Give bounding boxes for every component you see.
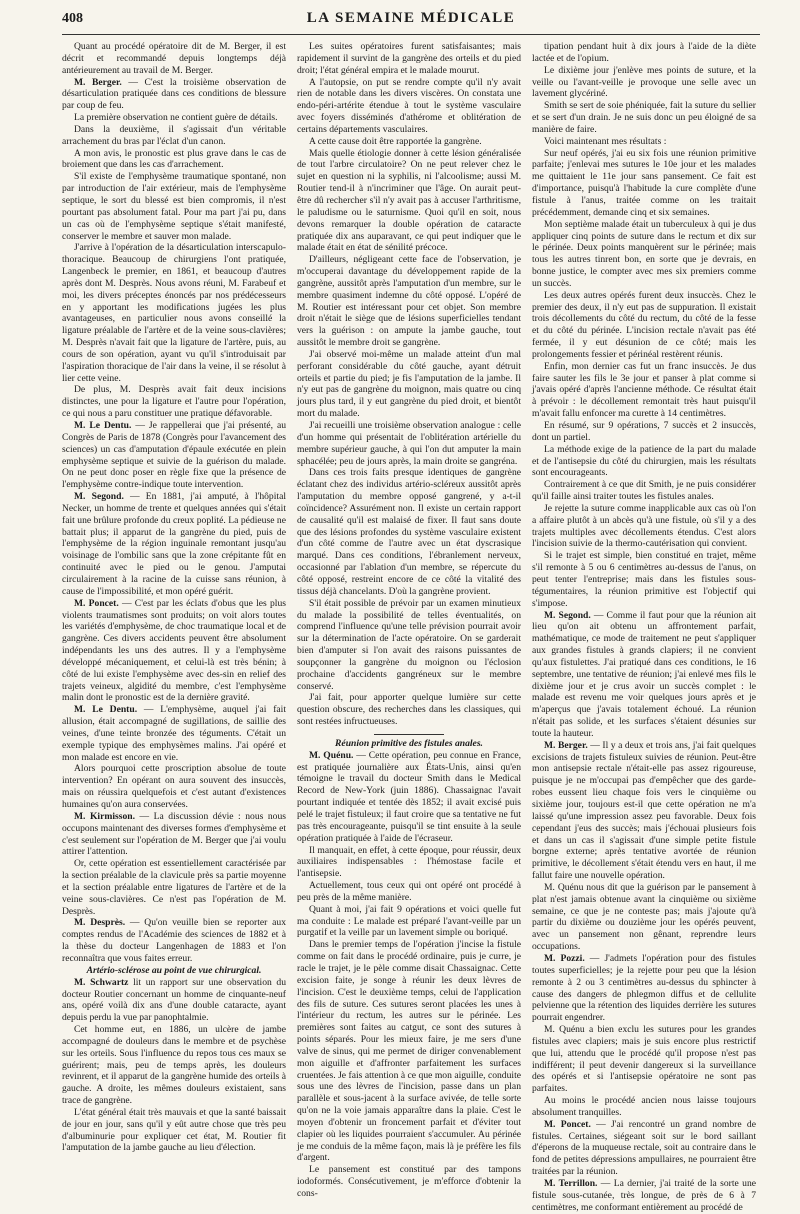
paragraph: En résumé, sur 9 opérations, 7 succès et 2 insuccès, dont un partiel. (532, 420, 756, 443)
paragraph: Actuellement, tous ceux qui ont opéré ont procédé à peu près de la même manière. (297, 880, 521, 903)
paragraph (62, 977, 286, 1024)
paragraph: D'ailleurs, négligeant cette face de l'observation, je m'occuperai davantage du développement rapide de la gangrène, aussitôt après l'amputation d'un membre, sur le membre quasiment indemne du côté opposé. L'opéré de M. Routier est intéressant pour cet objet. Son membre droit n'était le siège que de lésions superficielles tendant vers la guérison : on ampute la jambe gauche, tout aussitôt le membre droit se gangrène. (297, 254, 521, 349)
paragraph (532, 610, 756, 740)
speech-text: — La discussion dévie : nous nous occupons maintenant des diverses formes d'emphysème et c'est seulement sur l'opération de M. Berger que j'ai voulu attirer l'attention. (62, 810, 286, 858)
page-header (62, 10, 760, 35)
speaker-name: M. Schwartz (74, 976, 129, 988)
journal-title: LA SEMAINE MÉDICALE (306, 10, 516, 26)
paragraph: M. Quénu a bien exclu les sutures pour les grandes fistules avec clapiers; mais je suis encore plus restrictif que lui, attendu que le procédé qu'il propose n'est pas indifférent; il peut devenir dangereux si la surveillance des opérés et si l'antisepsie opératoire ne sont pas parfaites. (532, 1024, 756, 1095)
paragraph: De plus, M. Desprès avait fait deux incisions distinctes, une pour la ligature et l'autre pour l'opération, ce qui nous a paru constituer une pratique défavorable. (62, 384, 286, 420)
paragraph (62, 491, 286, 598)
paragraph (297, 750, 521, 845)
paragraph: A l'autopsie, on put se rendre compte qu'il n'y avait rien de notable dans les divers viscères. On constata une endo-péri-artérite étendue à tout le système vasculaire avec foyers disséminés d'athérome et oblitération de certains départements vasculaires. (297, 76, 521, 135)
paragraph: J'ai recueilli une troisième observation analogue : celle d'un homme qui présentait de l'oblitération artérielle du membre supérieur gauche, à qui l'on dut amputer la main sphacélée; peu de jours après, la main droite se gangréna. (297, 420, 521, 467)
paragraph: Or, cette opération est essentiellement caractérisée par la section préalable de la clavicule près sa partie moyenne et la section préalable entre ligatures de l'artère et de la veine sous-clavières. Ce n'est pas l'opération de M. Desprès. (62, 858, 286, 917)
paragraph (532, 1178, 756, 1214)
paragraph: Au moins le procédé ancien nous laisse toujours absolument tranquilles. (532, 1095, 756, 1118)
paragraph (62, 598, 286, 705)
speech-text: lit un rapport sur une observation du docteur Routier concernant un homme de cinquante-neuf ans, opéré voilà dix ans d'une double cataracte, ayant depuis perdu la vue par panophtalmie. (62, 976, 287, 1024)
paragraph: Sur neuf opérés, j'ai eu six fois une réunion primitive parfaite; j'enlevai mes sutures le 10e jour et les malades me quittaient le 11e jour sans pansement. Ce fait est d'importance, puisqu'à l'habitude la cure complète d'une fistule à l'anus, traitée comme on les traitait précédemment, demande cinq et six semaines. (532, 147, 756, 218)
speech-text: — C'est par les éclats d'obus que les plus violents traumatismes sont produits; on voit alors toutes les variétés d'emphysème, de choc traumatique local et de gangrène. Ces divers accidents peuvent être absolument indépendants les uns des autres. Il y a l'emphysème développé mécaniquement, et celui-là est très bénin; à côté de lui existe l'emphysème avec des-sin en relief des trajets veineux, algidité du membre, c'est l'emphysème malin dont le pronostic est de la dernière gravité. (62, 597, 286, 704)
speaker-name: M. Quénu. (309, 749, 354, 761)
paragraph: tipation pendant huit à dix jours à l'aide de la diète lactée et de l'opium. (532, 41, 756, 64)
paragraph: Le pansement est constitué par des tampons iodoformés. Consécutivement, je m'efforce d'obtenir la cons- (297, 1164, 521, 1199)
speaker-name: M. Pozzi. (544, 952, 585, 964)
paragraph (62, 811, 286, 858)
paragraph: J'ai fait, pour apporter quelque lumière sur cette question obscure, des recherches dans les classiques, qui sont restées infructueuses. (297, 692, 521, 728)
paragraph: Il manquait, en effet, à cette époque, pour réussir, deux auxiliaires indispensables : l'hémostase facile et l'antisepsie. (297, 844, 521, 880)
paragraph: L'état général était très mauvais et que la santé baissait de jour en jour, sans qu'il y eût autre chose que très peu d'albuminurie pour expliquer cet état, M. Routier fit l'amputation de la jambe gauche au lieu d'élection. (62, 1106, 286, 1154)
paragraph (62, 420, 286, 491)
paragraph: Les suites opératoires furent satisfaisantes; mais rapidement il survint de la gangrène des orteils et du pied droit; l'état général empira et le malade mourut. (297, 41, 521, 76)
speaker-name: M. Segond. (544, 609, 591, 621)
paragraph: S'il existe de l'emphysème traumatique spontané, non par introduction de l'air extérieur, mais de l'emphysème septique, le sort du blessé est bien compromis, il n'est pourtant pas absolument fatal. Pour ma part j'ai pu, dans un cas où de l'emphysème septique s'était manifesté, conserver le membre et sauver mon malade. (62, 171, 286, 242)
paragraph: Quant au procédé opératoire dit de M. Berger, il est décrit et recommandé depuis longtemps déjà antérieurement au travail de M. Berger. (62, 41, 286, 76)
paragraph: Dans la deuxième, il s'agissait d'un véritable arrachement du bras par l'éclat d'un canon. (62, 123, 286, 147)
page-number: 408 (62, 11, 83, 26)
speech-text: — Comme il faut pour que la réunion ait lieu qu'on ait obtenu un affrontement parfait, mathématique, ce mode de traitement ne peut s'appliquer aux grandes fistules à grands clapiers; il ne convient qu'aux fistulettes. J'ai pratiqué dans ces conditions, le 16 septembre, une tentative de réunion; j'ai enlevé mes fils le dixième jour et je crus avoir un succès complet : le malade est revenu me voir quelques jours après et je m'aperçus que j'avais totalement échoué. La réunion n'était pas solide, et les surfaces s'étaient désunies sur toute la hauteur. (532, 609, 757, 739)
paragraph: Mais quelle étiologie donner à cette lésion généralisée de tout l'arbre circulatoire? On ne peut relever chez le sujet en question ni la syphilis, ni l'alcoolisme; aussi M. Routier tend-il à n'incriminer que l'âge. On aurait peut-être dû rechercher s'il n'y avait pas à accuser l'arthritisme, le paludisme ou le saturnisme. Quoi qu'il en soit, nous devons remarquer la double opération de cataracte pratiquée dix ans auparavant, ce qui peut indiquer que le malade était en état de sénilité précoce. (297, 147, 521, 254)
paragraph: A mon avis, le pronostic est plus grave dans le cas de broiement que dans les cas d'arrachement. (62, 147, 286, 171)
section-heading: Réunion primitive des fistules anales. (335, 737, 483, 749)
paragraph: Quant à moi, j'ai fait 9 opérations et voici quelle fut ma conduite : Le malade est préparé l'avant-veille par un purgatif et la veille par un lavement simple ou boriqué. (297, 903, 521, 939)
paragraph: La première observation ne contient guère de détails. (74, 112, 278, 124)
speech-text: — La dernier, j'ai traité de la sorte une fistule sous-cutanée, très longue, de près de 6 à 7 centimètres, me conformant entièrement au procédé de (532, 1178, 756, 1213)
speaker-name: M. Desprès. (74, 917, 126, 929)
paragraph: Je rejette la suture comme inapplicable aux cas où l'on a affaire plutôt à un abcès qu'à une fistule, où s'il y a des trajets multiples avec décollements étendus. C'est alors l'incision suivie de la thermo-cautérisation qui convient. (532, 502, 756, 550)
paragraph: Les deux autres opérés furent deux insuccès. Chez le premier des deux, il n'y eut pas de suppuration. Il existait trois décollements du côté du rectum, du côté de la fesse et du côté du périnée. L'incision rectale n'avait pas été fermée, il y eut désunion de ce côté; mais les prolongements fessier et périnéal restèrent réunis. (532, 289, 756, 360)
paragraph: J'arrive à l'opération de la désarticulation interscapulo-thoracique. Beaucoup de chirurgiens l'ont pratiquée, Langenbeck le premier, en 1861, et beaucoup d'autres après dont M. Desprès. Nous avons réuni, M. Farabeuf et moi, les divers préceptes énoncés par nos prédécesseurs en y apportant les modifications jugées les plus avantageuses, en particulier nous avons conseillé la ligature préalable de l'artère et de la veine sous-clavières; M. Desprès n'avait fait que la ligature de l'artère, puis, au cours de son opération, ayant vu qu'il s'introduisait par l'aspiration thoracique de l'air dans la veine, il se résolut à lier cette veine. (62, 242, 286, 384)
column-1 (62, 41, 287, 1154)
paragraph: Cet homme eut, en 1886, un ulcère de jambe accompagné de douleurs dans le membre et de psychèse sur les orteils. Sous l'influence du repos tous ces maux se guérirent; mais, peu de temps après, les douleurs revinrent, et il apparut de la gangrène humide des orteils à gauche. A droite, les mêmes douleurs existaient, sans trace de gangrène. (62, 1024, 286, 1107)
paragraph: A cette cause doit être rapportée la gangrène. (309, 135, 482, 147)
section-divider (374, 734, 444, 735)
speaker-name: M. Berger. (74, 76, 122, 88)
paragraph: Voici maintenant mes résultats : (544, 135, 667, 147)
paragraph: Enfin, mon dernier cas fut un franc insuccès. Je dus faire sauter les fils le 3e jour et panser à plat comme si j'avais opéré d'après l'ancienne méthode. Ce résultat était à prévoir : le décollement remontait très haut puisqu'il m'avait fallu enfoncer ma curette à 14 centimètres. (532, 360, 756, 420)
paragraph: Mon septième malade était un tuberculeux à qui je dus appliquer cinq points de suture dans le rectum et dix sur le périnée. Deux points manquèrent sur le périnée; mais tous les autres tinrent bon, en sorte que je devrais, en bonne justice, le compter avec mes six premiers comme un succès. (532, 218, 756, 289)
paragraph: La méthode exige de la patience de la part du malade et de l'antisepsie du côté du chirurgien, mais les résultats sont encourageants. (532, 443, 756, 479)
speaker-name: M. Poncet. (544, 1118, 591, 1130)
column-2 (297, 41, 521, 1199)
section-heading: Artério-sclérose au point de vue chirurgical. (86, 964, 262, 976)
paragraph (532, 740, 756, 882)
speech-text: — En 1881, j'ai amputé, à l'hôpital Necker, un homme de trente et quelques années qui s'était fait une brûlure profonde du creux poplité. La pédieuse ne battait plus; il apparut de la gangrène du pied, puis de l'emphysème de la région inguinale remontant jusqu'au voisinage de l'ombilic sans que la zone crépitante fût en continuité avec le pied ou le genou. J'amputai circulairement à la racine de la cuisse sans réunion, à cause de l'impossibilité, et mon opéré guérit. (62, 491, 286, 597)
speech-text: — Cette opération, peu connue en France, est pratiquée journalière aux États-Unis, ainsi qu'en témoigne le travail du docteur Smith dans le Medical Record de New-York (juin 1886). Chassaignac l'avait pourtant indiquée et tentée dès 1852; il avait excisé puis pelé le trajet fistuleux; il faut croire que sa tentative ne fut pas très encourageante, puisqu'il se tint ensuite à la seule opération pratiquée à l'aide de l'écraseur. (297, 749, 521, 844)
speech-text: — J'ai rencontré un grand nombre de fistules. Certaines, siégeant soit sur le bord saillant d'éperons de la muqueuse rectale, soit au contraire dans le fond de petites dépressions ampullaires, ne pourraient être traitées par la réunion. (532, 1118, 756, 1178)
paragraph: M. Quénu nous dit que la guérison par le pansement à plat n'est jamais obtenue avant la cinquième ou sixième semaine, ce que je ne conteste pas; mais j'ajoute qu'à partir du dixième ou douzième jour les opérés peuvent, avec un pansement non gênant, reprendre leurs occupations. (532, 881, 756, 953)
paragraph: J'ai observé moi-même un malade atteint d'un mal perforant considérable du côté gauche, ayant détruit orteils et partie du pied; je fis l'amputation de la jambe. Il n'y eut pas de gangrène du moignon, mais quatre ou cinq jours plus tard, il y eut gangrène du pied droit, et bientôt mort du malade. (297, 348, 521, 420)
paragraph (532, 1119, 756, 1178)
speech-text: — Je rappellerai que j'ai présenté, au Congrès de Paris de 1878 (Congrès pour l'avancement des sciences) un cas d'amputation d'épaule exécutée en plein emphysème septique et suivie de la guérison du malade. On ne peut donc poser en règle fixe que la présence de l'emphysème contre-indique toute intervention. (62, 420, 286, 491)
paragraph (62, 704, 286, 763)
paragraph (62, 77, 286, 113)
speaker-name: M. Segond. (74, 491, 124, 503)
paragraph: Alors pourquoi cette proscription absolue de toute intervention? En opérant on aura souvent des insuccès, mais on réussira quelquefois et c'est autant d'existences humaines qu'on aura conservées. (62, 763, 286, 810)
speech-text: — C'est la troisième observation de désarticulation pratiquée dans ces conditions de blessure par coup de feu. (62, 76, 286, 112)
paragraph: S'il était possible de prévoir par un examen minutieux du malade la possibilité de telles éventualités, on comprend l'influence qu'une telle prévision pourrait avoir sur la détermination de l'acte opératoire. On se garderait bien d'amputer si l'on avait des raisons puissantes de soupçonner la gangrène du moignon ou l'éclosion prochaine d'accidents gangréneux sur le membre conservé. (297, 597, 521, 692)
speaker-name: M. Berger. (544, 739, 588, 751)
paragraph (532, 953, 756, 1024)
speaker-name: M. Terrillon. (544, 1178, 598, 1189)
speech-text: — Qu'on veuille bien se reporter aux comptes rendus de l'Académie des sciences de 1882 et à la thèse du docteur Langenhagen de 1883 et l'on reconnaîtra que vous faites erreur. (62, 917, 286, 964)
paragraph: Dans ces trois faits presque identiques de gangrène éclatant chez des individus artério-scléreux aussitôt après l'amputation du membre opposé gangrené, y a-t-il coïncidence? Assurément non. Il existe un certain rapport de causalité qu'il est malaisé de fixer. Il faut sans doute que des lésions profondes du système vasculaire existent d'un côté comme de l'autre avec un état dyscrasique marqué. Dans ces conditions, l'ébranlement nerveux, occasionné par l'ablation d'un membre, se répercute du côté opposé, restreint encore de ce côté la vitalité des tissus déjà chancelants. D'où la gangrène provient. (297, 467, 521, 597)
speaker-name: M. Kirmisson. (74, 810, 136, 822)
paragraph: Contrairement à ce que dit Smith, je ne puis considérer qu'il faille ainsi traiter toutes les fistules anales. (532, 479, 756, 503)
column-3 (532, 41, 757, 1213)
speech-text: — Il y a deux et trois ans, j'ai fait quelques excisions de trajets fistuleux suivies de réunion. Peut-être mon antisepsie rectale n'était-elle pas assez rigoureuse, puisque je ne m'occupai pas d'empêcher que des garde-robes eussent lieu chaque fois vers le cinquième ou sixième jour, toujours est-il que cette opération ne m'a laissé qu'une impression assez peu favorable. Deux fois cependant j'eus des succès; mais j'échouai plusieurs fois et dans un cas il s'agissait d'une simple petite fistule borgne externe; après tentative avortée de réunion primitive, le décollement s'était étendu vers en haut, il me fallut faire une nouvelle opération. (532, 739, 756, 882)
speech-text: — J'admets l'opération pour des fistules toutes superficielles; je la rejette pour peu que la lésion remonte à 2 ou 3 centimètres au-dessus du sphincter à cause des dangers de phlegmon diffus et de cellulite pelvienne que la rétention des liquides derrière les sutures pourrait engendrer. (532, 952, 756, 1024)
speech-text: — L'emphysème, auquel j'ai fait allusion, était accompagné de sugillations, de saillie des veines, d'une teinte bronzée des téguments. C'était un exemple typique des emphysèmes malins. J'ai opéré et mon malade est encore en vie. (62, 704, 286, 763)
speaker-name: M. Le Dentu. (74, 704, 138, 716)
speaker-name: M. Le Dentu. (74, 420, 132, 431)
speaker-name: M. Poncet. (74, 597, 119, 609)
paragraph: Smith se sert de soie phéniquée, fait la suture du sellier et se sert d'un drain. Je ne suis donc un peu éloigné de sa manière de faire. (532, 100, 756, 135)
paragraph: Le dixième jour j'enlève mes points de suture, et la veille ou l'avant-veille je provoque une selle avec un lavement glycériné. (532, 64, 756, 100)
paragraph: Si le trajet est simple, bien constitué en trajet, même s'il remonte à 5 ou 6 centimètres au-dessus de l'anus, on peut tenter l'entreprise; mais dans les fistules sous-tégumentaires, la réunion primitive est l'objectif qui s'impose. (532, 550, 756, 609)
paragraph (62, 917, 286, 964)
columns (62, 41, 760, 1213)
paragraph: Dans le premier temps de l'opération j'incise la fistule comme on fait dans le procédé ordinaire, puis je curre, je racle le trajet, je le pèle comme disait Chassaignac. Cette excision faite, je songe à réunir les deux lèvres de l'incision. C'est le deuxième temps, celui de l'application des fils de suture. Ces sutures seront placées les unes à l'intérieur du rectum, les autres sur le périnée. Les premières sont faites au catgut, ce sont des sutures à points séparés. Pour les mieux faire, je me sers d'une valve de sinus, qui me permet de diriger convenablement mon aiguille et d'affronter parfaitement les surfaces cruentées. Je fais attention à ce que mon aiguille, conduite sous une des lèvres de l'incision, passe dans un plan parallèle et sous-jacent à la surface avivée, de telle sorte qu'on ne la voie jamais apparaître dans la plaie. C'est le moyen d'obtenir un froncement parfait et d'éviter tout clapier où les liquides pourraient s'accumuler. Au périnée je me conduis de la même façon, mais là je préfère les fils d'argent. (297, 939, 521, 1164)
